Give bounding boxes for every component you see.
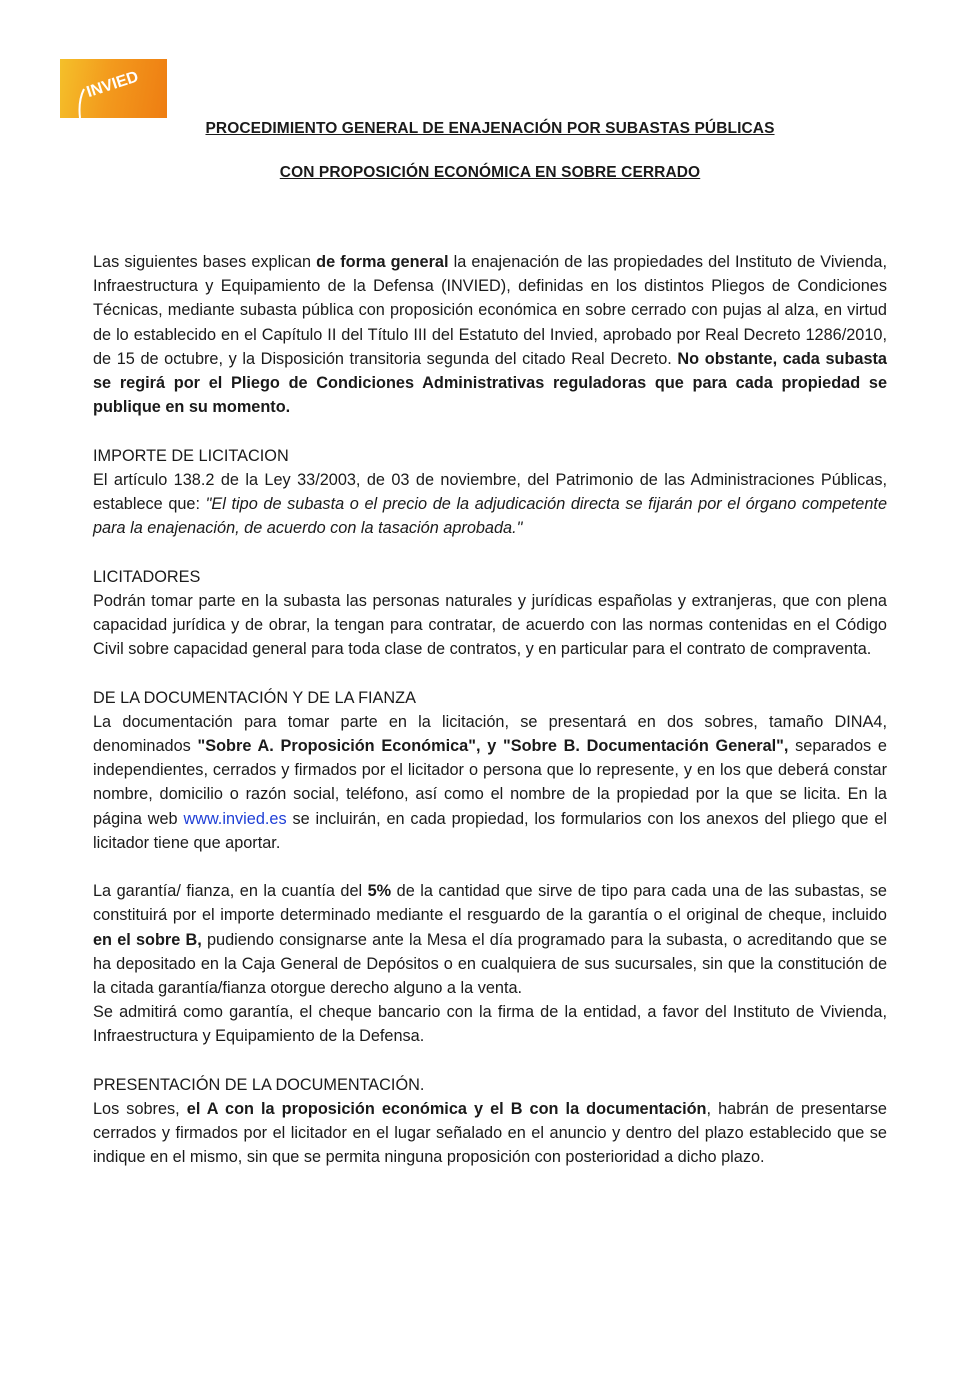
invied-logo xyxy=(60,59,167,118)
title-line-1: PROCEDIMIENTO GENERAL DE ENAJENACIÓN POR SUBASTAS PÚBLICAS xyxy=(205,120,775,137)
document-body xyxy=(93,250,887,1170)
logo-mark xyxy=(60,59,167,118)
garantia-cheque-paragraph: Se admitirá como garantía, el cheque bancario con la firma de la entidad, a favor del Instituto de Vivienda, Infraestructura y Equipamiento de la Defensa. xyxy=(93,1003,887,1046)
title-line-2: CON PROPOSICIÓN ECONÓMICA EN SOBRE CERRADO xyxy=(279,164,701,181)
section-heading-importe: IMPORTE DE LICITACION xyxy=(93,446,289,465)
logo-text: INVIED xyxy=(84,68,141,102)
section-heading-presentacion: PRESENTACIÓN DE LA DOCUMENTACIÓN. xyxy=(93,1075,425,1094)
garantia-paragraph: La garantía/ fianza, en la cuantía del 5% de la cantidad que sirve de tipo para cada una de las subastas, se constituirá por el importe determinado mediante el resguardo de la garantía o el original de cheque, incluido en el sobre B, pudiendo consignarse ante la Mesa el día programado para la subasta, o acreditando que se ha depositado en la Caja General de Depósitos o en cualquiera de sus sucursales, sin que la constitución de la citada garantía/fianza otorgue derecho alguno a la venta. xyxy=(93,882,887,998)
importe-paragraph: El artículo 138.2 de la Ley 33/2003, de 03 de noviembre, del Patrimonio de las Administraciones Públicas, establece que: "El tipo de subasta o el precio de la adjudicación directa se fijarán por el órgano competente para la enajenación, de acuerdo con la tasación aprobada." xyxy=(93,470,887,538)
documentacion-paragraph: La documentación para tomar parte en la licitación, se presentará en dos sobres, tamaño DINA4, denominados "Sobre A. Proposición Económica", y "Sobre B. Documentación General", separados e independientes, cerrados y firmados por el licitador o persona que lo represente, y en los que deberá constar nombre, domicilio o razón social, teléfono, así como el nombre de la propiedad por la que se licita. En la página web www.invied.es se incluirán, en cada propiedad, los formularios con los anexos del pliego que el licitador tiene que aportar. xyxy=(93,712,887,852)
licitadores-paragraph: Podrán tomar parte en la subasta las personas naturales y jurídicas españolas y extranjeras, que con plena capacidad jurídica y de obrar, la tengan para contratar, de acuerdo con las normas contenidas en el Código Civil sobre capacidad general para toda clase de contratos, y en particular para el contrato de compraventa. xyxy=(93,591,887,659)
intro-paragraph: Las siguientes bases explican de forma general la enajenación de las propiedades del Instituto de Vivienda, Infraestructura y Equipamiento de la Defensa (INVIED), definidas en los distintos Pliegos de Condiciones Técnicas, mediante subasta pública con proposición económica en sobre cerrado con pujas al alza, en virtud de lo establecido en el Capítulo II del Título III del Estatuto del Invied, aprobado por Real Decreto 1286/2010, de 15 de octubre, y la Disposición transitoria segunda del citado Real Decreto. No obstante, cada subasta se regirá por el Pliego de Condiciones Administrativas reguladoras que para cada propiedad se publique en su momento. xyxy=(93,253,887,417)
presentacion-paragraph: Los sobres, el A con la proposición económica y el B con la documentación, habrán de presentarse cerrados y firmados por el licitador en el lugar señalado en el anuncio y dentro del plazo establecido que se indique en el mismo, sin que se permita ninguna proposición con posterioridad a dicho plazo. xyxy=(93,1100,887,1167)
section-heading-licitadores: LICITADORES xyxy=(93,567,201,586)
section-heading-documentacion: DE LA DOCUMENTACIÓN Y DE LA FIANZA xyxy=(93,688,416,707)
invied-website-link[interactable]: www.invied.es xyxy=(183,809,287,828)
